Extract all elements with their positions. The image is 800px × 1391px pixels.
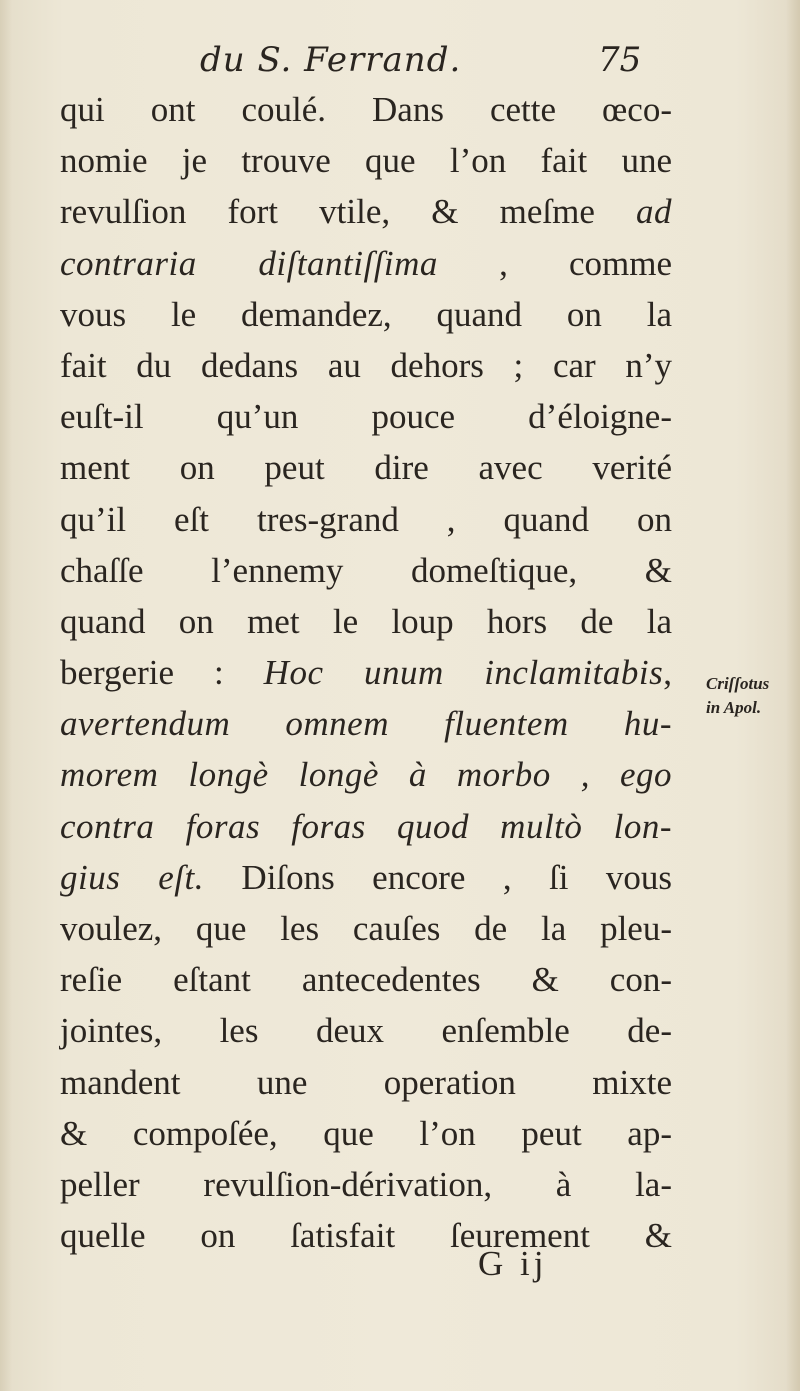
margin-note-line-work: in Apol. [706, 698, 762, 717]
roman-text: Diſons encore , ſi vous [204, 857, 672, 897]
roman-text: bergerie : [60, 653, 264, 693]
running-head: du S. Ferrand. [200, 40, 462, 80]
text-line [60, 494, 672, 545]
roman-text: nomie je trouve que l’on fait une [60, 141, 672, 181]
text-line [60, 340, 672, 391]
text-line [60, 442, 672, 493]
margin-note-line-author: Criſſotus [706, 674, 770, 693]
text-line [60, 903, 672, 954]
text-line [60, 391, 672, 442]
roman-text: revulſion fort vtile, & meſme [60, 192, 636, 232]
text-line [60, 84, 672, 135]
roman-text: voulez, que les cauſes de la pleu- [60, 909, 672, 948]
text-line [60, 801, 672, 852]
signature-mark: G ij [478, 1244, 548, 1283]
roman-text: euſt-il qu’un pouce d’éloigne- [60, 397, 672, 437]
page-edge-left [0, 0, 12, 1391]
roman-text: chaſſe l’ennemy domeſtique, & [60, 550, 672, 590]
roman-text: qui ont coulé. Dans cette œco- [60, 90, 672, 129]
text-line [60, 698, 672, 749]
roman-text: , comme [437, 243, 672, 283]
page-edge-right [786, 0, 800, 1391]
roman-text: fait du dedans au dehors ; car n’y [60, 345, 672, 385]
roman-text: jointes, les deux enſemble de- [60, 1011, 672, 1051]
text-line [60, 135, 672, 186]
text-line [60, 545, 672, 596]
text-line [60, 647, 672, 698]
roman-text: qu’il eſt tres-grand , quand on [60, 499, 672, 539]
text-line [60, 238, 672, 289]
text-line [60, 596, 672, 647]
text-line [60, 749, 672, 800]
roman-text: , [663, 653, 672, 693]
body-text [60, 84, 672, 1261]
italic-text: contra foras foras quod multò lon- [60, 806, 672, 846]
text-line [60, 1108, 672, 1159]
text-line [60, 1005, 672, 1056]
text-line [60, 954, 672, 1005]
text-line [60, 1159, 672, 1210]
italic-text: avertendum omnem fluentem hu- [60, 704, 672, 744]
roman-text: ment on peut dire avec verité [60, 448, 672, 488]
italic-text: Hoc unum inclamitabis [263, 653, 664, 693]
roman-text: quelle on ſatisfait ſeurement & [60, 1216, 672, 1256]
italic-text: gius eſt. [60, 857, 204, 897]
text-line [60, 852, 672, 903]
text-line [60, 1210, 672, 1261]
text-line [60, 186, 672, 237]
roman-text: vous le demandez, quand on la [60, 294, 672, 334]
roman-text: peller revulſion-dérivation, à la- [60, 1164, 672, 1204]
roman-text: & compoſée, que l’on peut ap- [60, 1113, 672, 1153]
page-number: 75 [598, 40, 642, 80]
margin-note [706, 672, 769, 720]
roman-text: quand on met le loup hors de la [60, 601, 672, 641]
text-line [60, 1057, 672, 1108]
italic-text: morem longè longè à morbo , ego [60, 755, 672, 795]
roman-text: mandent une operation mixte [60, 1062, 672, 1102]
italic-text: contraria diſtantiſſima [60, 243, 438, 283]
text-line [60, 289, 672, 340]
italic-text: ad [636, 192, 672, 232]
roman-text: reſie eſtant antecedentes & con- [60, 960, 672, 1000]
